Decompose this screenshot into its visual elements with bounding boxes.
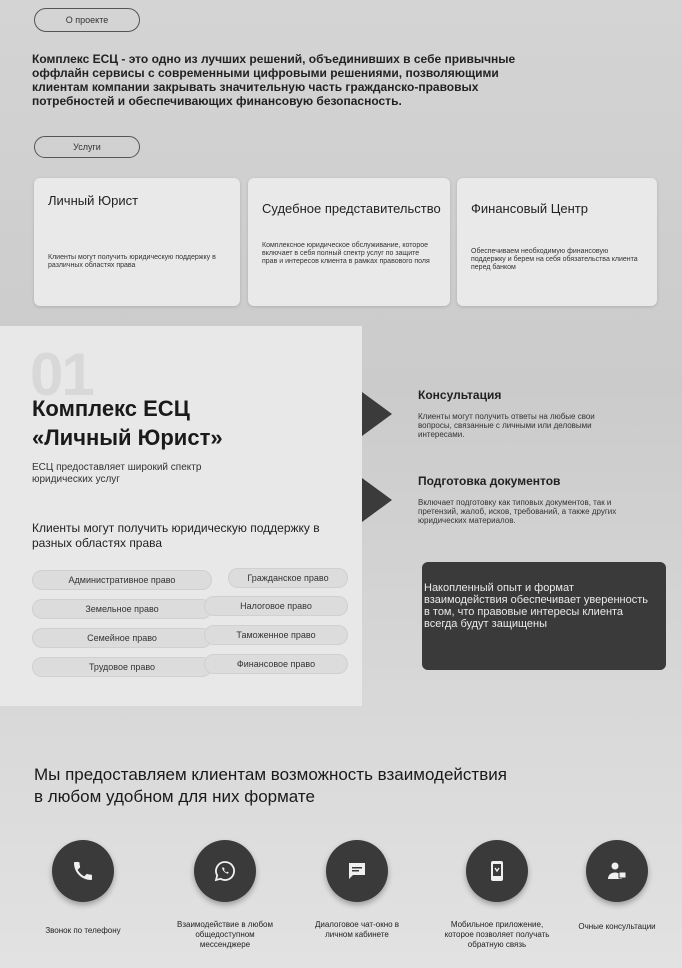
law-area-labor: Трудовое право — [32, 657, 212, 677]
service-card-personal-lawyer[interactable] — [34, 178, 240, 306]
services-button[interactable]: Услуги — [34, 136, 140, 158]
section-number: 01 — [30, 341, 93, 408]
service-card-court-representation[interactable] — [248, 178, 450, 306]
person-icon — [605, 859, 629, 883]
about-project-button[interactable]: О проекте — [34, 8, 140, 32]
messenger-icon — [213, 859, 237, 883]
experience-text: Накопленный опыт и формат взаимодействия обеспечивает уверенность в том, что правовые интересы клиента всегда будут защищены — [424, 582, 648, 630]
law-area-family: Семейное право — [32, 628, 212, 648]
chat-channel-label: Диалоговое чат-окно в личном кабинете — [314, 920, 400, 939]
law-area-land: Земельное право — [32, 599, 212, 619]
law-area-administrative: Административное право — [32, 570, 212, 590]
chat-channel-button[interactable] — [326, 840, 388, 902]
law-area-civil: Гражданское право — [228, 568, 348, 588]
documents-title: Подготовка документов — [418, 474, 561, 488]
arrow-consultation-icon — [362, 392, 392, 436]
card-title: Финансовый Центр — [471, 201, 588, 216]
complex-title-line2: «Личный Юрист» — [32, 425, 223, 450]
law-area-customs: Таможенное право — [204, 625, 348, 645]
clients-heading: Клиенты могут получить юридическую поддержку в разных областях права — [32, 521, 320, 550]
consultation-text: Клиенты могут получить ответы на любые свои вопросы, связанные с личными или деловыми интересами. — [418, 412, 595, 439]
card-text: Обеспечиваем необходимую финансовую поддержку и берем на себя обязательства клиента перед банком — [471, 248, 638, 271]
arrow-documents-icon — [362, 478, 392, 522]
interaction-title — [34, 764, 634, 808]
interaction-title-line2: в любом удобном для них формате — [34, 787, 315, 806]
phone-channel-label: Звонок по телефону — [45, 926, 121, 935]
card-text: Комплексное юридическое обслуживание, которое включает в себя полный спектр услуг по защите прав и интересов клиента в рамках правового поля — [262, 242, 430, 265]
phone-channel-button[interactable] — [52, 840, 114, 902]
documents-text: Включает подготовку как типовых документов, так и претензий, жалоб, исков, требований, а также других юридических материалов. — [418, 498, 617, 525]
mobile-app-channel-label: Мобильное приложение, которое позволяет получать обратную связь — [444, 920, 550, 949]
interaction-title-line1: Мы предоставляем клиентам возможность взаимодействия — [34, 765, 507, 784]
chat-icon — [345, 859, 369, 883]
intro-paragraph: Комплекс ЕСЦ - это одно из лучших решений, объединивших в себе привычные оффлайн сервисы с современными цифровыми решениями, позволяющими клиентам компании закрывать значительную часть гражданско-правовых потребностей и обеспечивающих финансовую безопасность. — [32, 52, 516, 108]
card-title: Личный Юрист — [48, 193, 139, 208]
complex-description: ЕСЦ предоставляет широкий спектр юридических услуг — [32, 462, 202, 485]
service-card-financial-center[interactable] — [457, 178, 657, 306]
law-area-financial: Финансовое право — [204, 654, 348, 674]
card-text: Клиенты могут получить юридическую поддержку в различных областях права — [48, 254, 216, 269]
in-person-channel-button[interactable] — [586, 840, 648, 902]
messenger-channel-label: Взаимодействие в любом общедоступном мессенджере — [176, 920, 273, 949]
consultation-title: Консультация — [418, 388, 502, 402]
complex-title — [32, 394, 352, 452]
mobile-app-channel-button[interactable] — [466, 840, 528, 902]
in-person-channel-label: Очные консультации — [578, 922, 656, 931]
messenger-channel-button[interactable] — [194, 840, 256, 902]
phone-icon — [71, 859, 95, 883]
experience-box — [422, 562, 666, 670]
law-area-tax: Налоговое право — [204, 596, 348, 616]
card-title: Судебное представительство — [262, 201, 441, 216]
mobile-app-icon — [485, 859, 509, 883]
complex-title-line1: Комплекс ЕСЦ — [32, 396, 190, 421]
